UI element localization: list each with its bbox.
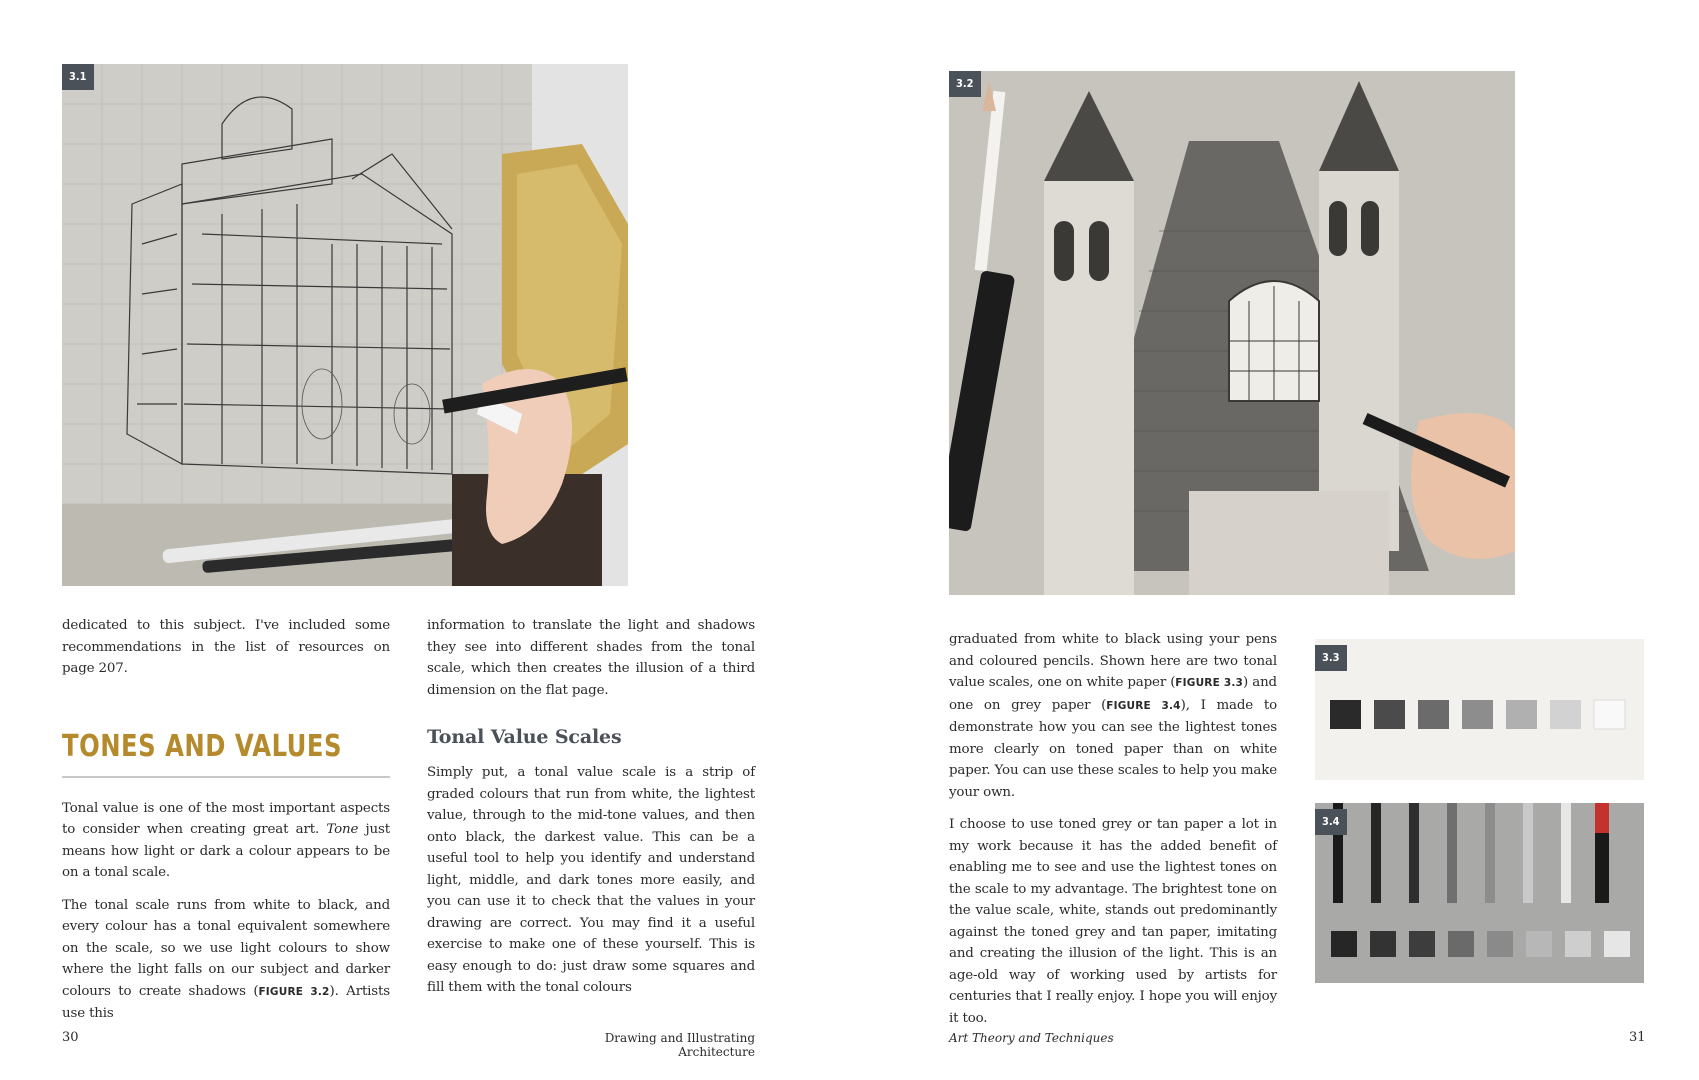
figure-label: 3.4 (1315, 809, 1347, 835)
right-page (849, 0, 1699, 1080)
page-number: 30 (62, 1030, 79, 1045)
right-column (949, 629, 1277, 1040)
left-column-1 (62, 615, 390, 1036)
page-number: 31 (1629, 1030, 1646, 1045)
figure-reference: FIGURE 3.3 (1175, 677, 1244, 689)
paragraph: I choose to use toned grey or tan paper a lot in my work because it has the added benefit of enabling me to see and use the lightest tones on the scale to my advantage. The brightest tone on the value scale, white, stands out predominantly against the toned grey and tan paper, imitating and creating the illusion of the light. This is an age-old way of working used by artists for centuries that I really enjoy. I hope you will enjoy it too. (949, 817, 1277, 1026)
tonal-scale-grey-paper-image (1315, 803, 1644, 983)
figure-label: 3.2 (949, 71, 981, 97)
figure-3-3-photo (1315, 639, 1644, 780)
figure-label: 3.1 (62, 64, 94, 90)
tonal-scale-white-paper-image (1315, 639, 1644, 780)
subheading: Tonal Value Scales (427, 726, 622, 748)
left-page (0, 0, 849, 1080)
figure-3-1-photo (62, 64, 628, 586)
figure-label: 3.3 (1315, 645, 1347, 671)
building-sketch-image (62, 64, 628, 586)
paragraph: dedicated to this subject. I've included some recommendations in the list of resources on page 207. (62, 618, 390, 676)
figure-reference: FIGURE 3.2 (258, 985, 330, 998)
figure-3-4-photo (1315, 803, 1644, 983)
figure-reference: FIGURE 3.4 (1106, 699, 1181, 712)
section-title: TONES AND VALUES (62, 728, 342, 764)
figure-3-2-photo (949, 71, 1515, 595)
paragraph: information to translate the light and shadows they see into different shades from the tonal scale, which then creates the illusion of a third dimension on the flat page. (427, 618, 755, 698)
paragraph: The tonal scale runs from white to black, and every colour has a tonal equivalent somewhere on the scale, so we use light colours to show where the light falls on our subject and darker colours to create shadows (FIGURE 3.2). Artists use this (62, 897, 390, 1021)
gothic-tower-drawing-image (949, 71, 1515, 595)
paragraph: graduated from white to black using your pens and coloured pencils. Shown here are two tonal value scales, one on white paper (FIGURE 3.3) and one on grey paper (FIGURE 3.4), I made to demonstrate how you can see the lightest tones more clearly on toned paper than on white paper. You can use these scales to help you make your own. (949, 632, 1277, 800)
running-head: Art Theory and Techniques (949, 1031, 1114, 1045)
left-column-2 (427, 615, 755, 1010)
section-divider (62, 776, 390, 778)
paragraph: Simply put, a tonal value scale is a strip of graded colours that run from white, the lightest value, through to the mid-tone values, and then onto black, the darkest value. This can be a useful tool to help you identify and understand light, middle, and dark tones more easily, and you can use it to check that the values in your drawing are correct. You may find it a useful exercise to make one of these yourself. This is easy enough to do: just draw some squares and fill them with the tonal colours (427, 765, 755, 995)
paragraph: Tonal value is one of the most important aspects to consider when creating great art. Tone just means how light or dark a colour appears to be on a tonal scale. (62, 800, 390, 880)
running-head: Drawing and Illustrating Architecture (604, 1031, 755, 1059)
